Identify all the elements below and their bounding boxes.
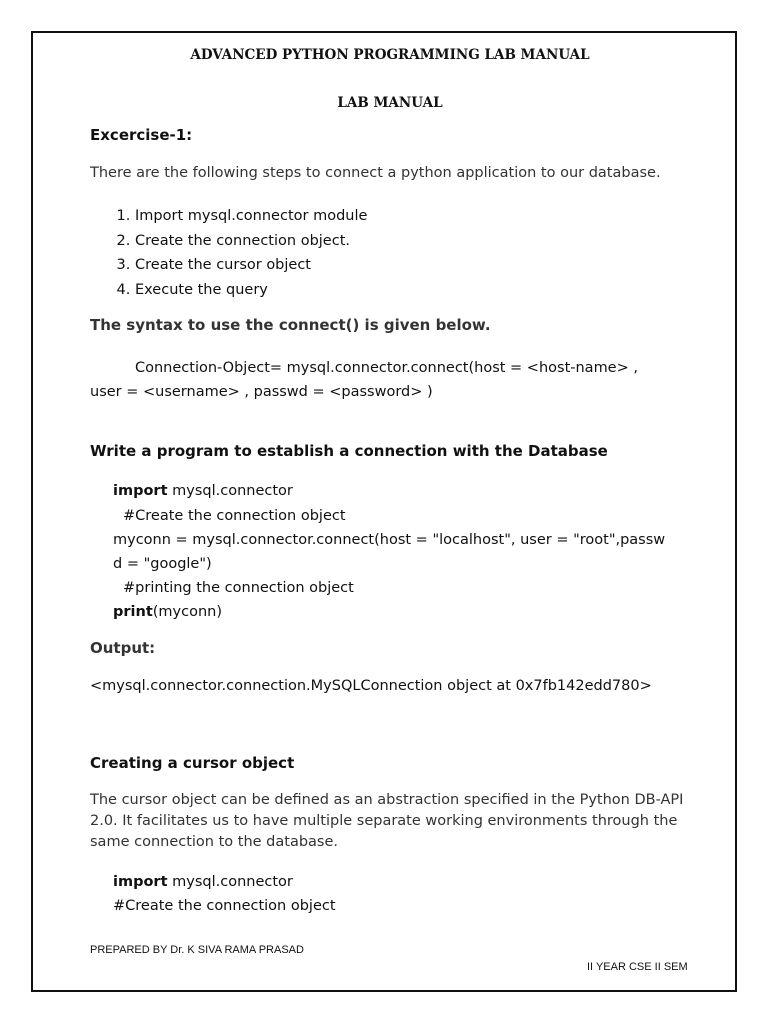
syntax-line-2: user = <username> , passwd = <password> ) [90, 384, 433, 400]
list-item: 1. Import mysql.connector module [135, 204, 367, 229]
document-title: ADVANCED PYTHON PROGRAMMING LAB MANUAL [190, 47, 590, 63]
code-keyword: print [113, 604, 153, 620]
output-text: <mysql.connector.connection.MySQLConnection object at 0x7fb142edd780> [90, 678, 652, 694]
code-text: (myconn) [152, 604, 223, 620]
document-subtitle: LAB MANUAL [337, 95, 443, 111]
code-text: mysql.connector [167, 874, 293, 890]
footer-left: PREPARED BY Dr. K SIVA RAMA PRASAD [90, 944, 304, 956]
program-heading: Write a program to establish a connection with the Database [90, 442, 608, 460]
code-connect-line-1: myconn = mysql.connector.connect(host = "localhost", user = "root",passw [113, 532, 666, 548]
code-keyword: import [113, 483, 168, 499]
output-heading: Output: [90, 639, 156, 657]
code-connect-line-2: d = "google") [113, 556, 212, 572]
steps-list [90, 204, 367, 302]
code-comment-3: #Create the connection object [113, 898, 336, 914]
list-item: 2. Create the connection object. [135, 229, 367, 254]
syntax-heading: The syntax to use the connect() is given below. [90, 316, 491, 334]
code-print-line [113, 600, 222, 624]
list-item: 3. Create the cursor object [135, 253, 367, 278]
code-import-line [113, 479, 293, 503]
code-keyword: import [113, 874, 168, 890]
list-item: 4. Execute the query [135, 278, 367, 303]
exercise-heading: Excercise-1: [90, 126, 193, 144]
cursor-description: The cursor object can be defined as an abstraction specified in the Python DB-API 2.0. It facilitates us to have multiple separate working environments through the same connection to the database. [90, 792, 684, 850]
code-comment-2: #printing the connection object [123, 580, 354, 596]
code-comment-1: #Create the connection object [123, 508, 346, 524]
syntax-line-1: Connection-Object= mysql.connector.connect(host = <host-name> , [135, 360, 638, 376]
code-import-line-2 [113, 870, 293, 894]
footer-right: II YEAR CSE II SEM [587, 961, 688, 973]
cursor-heading: Creating a cursor object [90, 754, 295, 772]
code-text: mysql.connector [167, 483, 293, 499]
exercise-intro: There are the following steps to connect a python application to our database. [90, 165, 661, 181]
